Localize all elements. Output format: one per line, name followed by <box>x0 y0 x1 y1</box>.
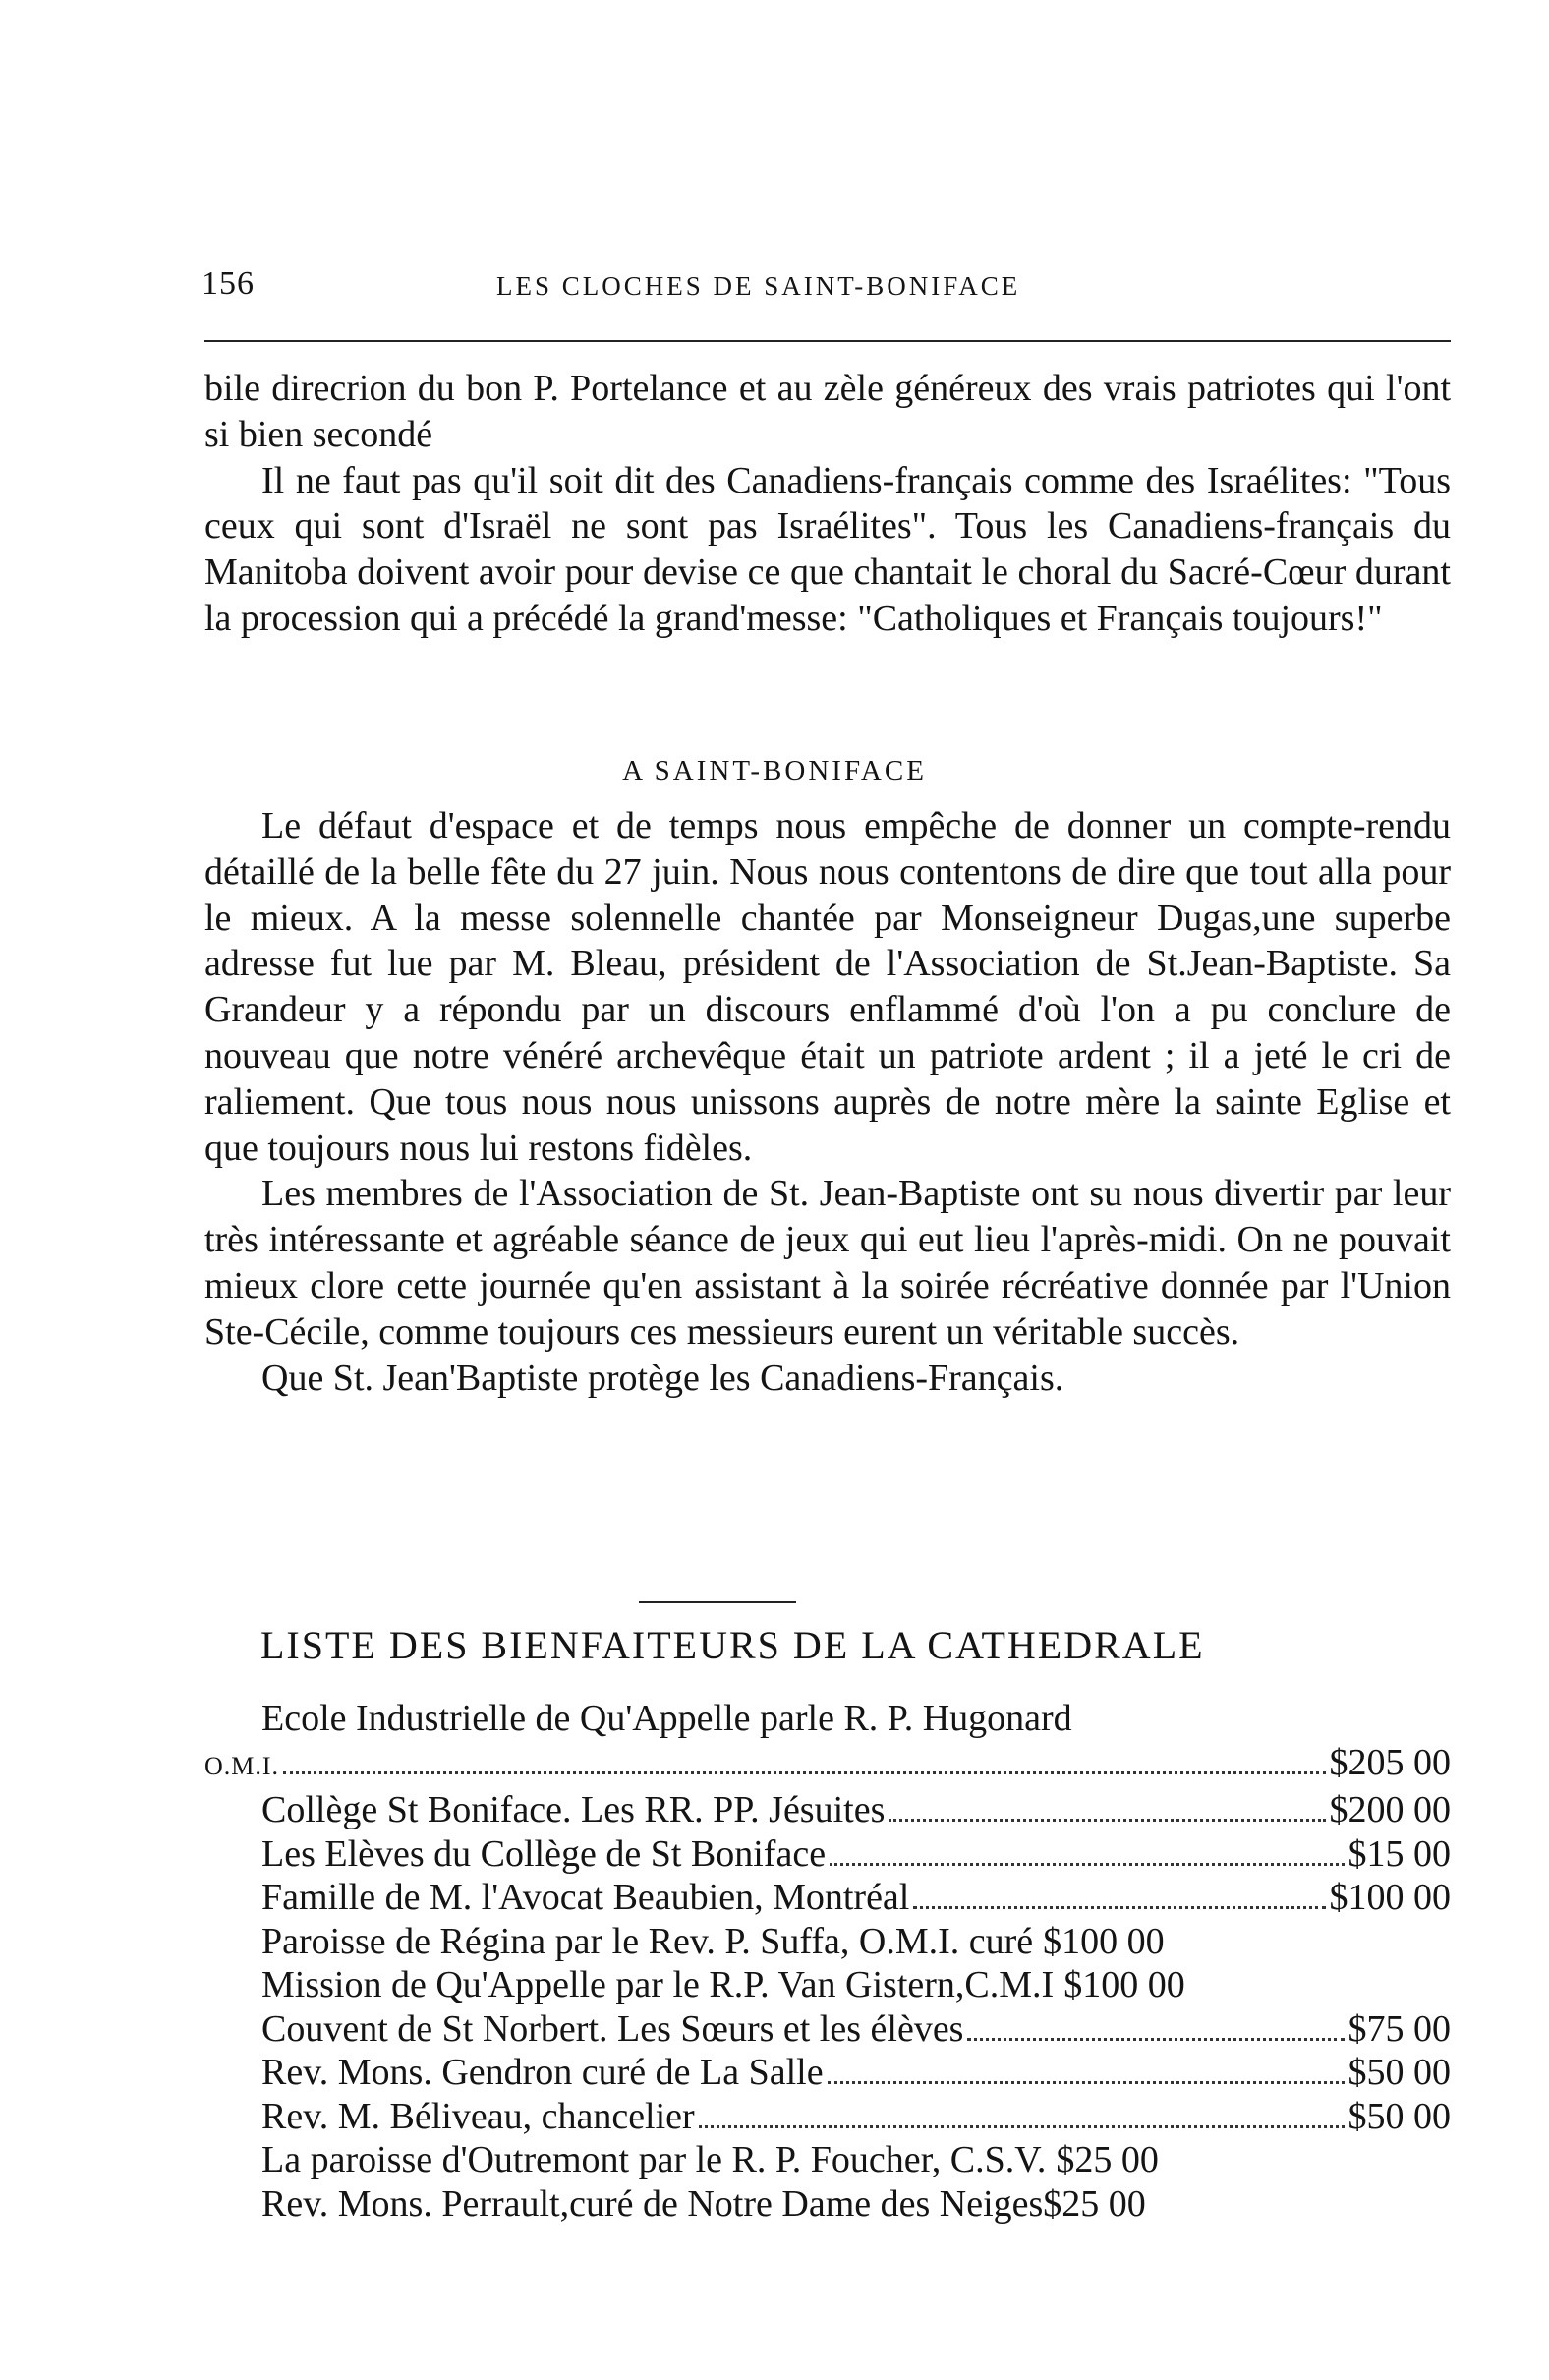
paragraph: Le défaut d'espace et de temps nous empêche de donner un compte-rendu détaillé de la belle fête du 27 juin. Nous nous contentons de dire que tout alla pour le mieux. A la messe solennelle chantée par Monseigneur Dugas,une superbe adresse fut lue par M. Bleau, président de l'Association de St.Jean-Baptiste. Sa Grandeur y a répondu par un discours enflammé d'où l'on a pu conclure de nouveau que notre vénéré archevêque était un patriote ardent ; il a jeté le cri de raliement. Que tous nous nous unissons auprès de notre mère la sainte Eglise et que toujours nous lui restons fidèles. <box>204 805 1451 1169</box>
section-heading: A SAINT-BONIFACE <box>622 755 927 786</box>
donor-amount: $205 00 <box>1329 1741 1451 1783</box>
donor-entry <box>204 2138 1451 2182</box>
paragraph: bile direcrion du bon P. Portelance et au zèle généreux des vrais patriotes qui l'ont si bien secondé <box>204 368 1451 455</box>
donor-amount: $200 00 <box>1329 1789 1451 1830</box>
paragraph: Il ne faut pas qu'il soit dit des Canadiens-français comme des Israélites: "Tous ceux qui sont d'Israël ne sont pas Israélites". Tous les Canadiens-français du Manitoba doivent avoir pour devise ce que chantait le choral du Sacré-Cœur durant la procession qui a précédé la grand'messe: "Catholiques et Français toujours!" <box>204 459 1451 639</box>
section-divider <box>639 1601 796 1603</box>
donor-name: Rev. Mons. Gendron curé de La Salle <box>261 2052 824 2093</box>
donor-name: Rev. Mons. Perrault,curé de Notre Dame des Neiges <box>261 2182 1044 2225</box>
donor-amount: $50 00 <box>1348 2095 1451 2137</box>
donor-amount: $100 00 <box>1063 1964 1185 2005</box>
leader-dots <box>967 2038 1344 2041</box>
section-body <box>204 803 1451 1401</box>
donor-name: La paroisse d'Outremont par le R. P. Foucher, C.S.V. <box>261 2139 1047 2180</box>
donor-amount: $100 00 <box>1043 1920 1165 1962</box>
donor-name: Collège St Boniface. Les RR. PP. Jésuites <box>261 1789 886 1830</box>
donor-name: Mission de Qu'Appelle par le R.P. Van Gistern,C.M.I <box>261 1964 1055 2005</box>
donor-amount: $15 00 <box>1348 1832 1451 1875</box>
leader-dots <box>889 1819 1325 1822</box>
leader-dots <box>283 1771 1325 1774</box>
donor-entry <box>204 1876 1451 1920</box>
donor-entry <box>204 1741 1451 1789</box>
donor-list-heading: LISTE DES BIENFAITEURS DE LA CATHEDRALE <box>260 1623 1205 1667</box>
donor-amount: $50 00 <box>1348 2052 1451 2093</box>
donor-intro: Ecole Industrielle de Qu'Appelle parle R. P. Hugonard <box>261 1698 1072 1739</box>
donor-name: Paroisse de Régina par le Rev. P. Suffa, O.M.I. curé <box>261 1920 1034 1962</box>
page-number: 156 <box>201 265 255 302</box>
donor-entry <box>204 2182 1451 2227</box>
donor-name: Rev. M. Béliveau, chancelier <box>261 2095 695 2137</box>
donor-entry <box>204 1788 1451 1832</box>
donor-name: O.M.I. <box>204 1751 280 1780</box>
donor-amount: $75 00 <box>1348 2007 1451 2050</box>
donor-entry <box>204 1963 1451 2007</box>
donor-name: Famille de M. l'Avocat Beaubien, Montréal <box>261 1877 910 1918</box>
leader-dots <box>828 2081 1345 2084</box>
donor-entry <box>204 2051 1451 2095</box>
body-text <box>204 366 1451 642</box>
leader-dots <box>913 1906 1325 1909</box>
running-title: LES CLOCHES DE SAINT-BONIFACE <box>496 271 1021 301</box>
donor-entry <box>204 2007 1451 2052</box>
paragraph: Les membres de l'Association de St. Jean-Baptiste ont su nous divertir par leur très intéressante et agréable séance de jeux qui eut lieu l'après-midi. On ne pouvait mieux clore cette journée qu'en assistant à la soirée récréative donnée par l'Union Ste-Cécile, comme toujours ces messieurs eurent un véritable succès. <box>204 1173 1451 1353</box>
donor-name: Couvent de St Norbert. Les Sœurs et les élèves <box>261 2007 964 2050</box>
leader-dots <box>830 1863 1344 1866</box>
donor-amount: $25 00 <box>1043 2182 1146 2225</box>
donor-entry <box>204 1832 1451 1877</box>
donor-entry <box>204 1920 1451 1964</box>
page-header <box>201 265 1450 315</box>
donor-amount: $25 00 <box>1056 2139 1159 2180</box>
donor-amount: $100 00 <box>1329 1877 1451 1918</box>
donor-list <box>204 1697 1451 2226</box>
paragraph: Que St. Jean'Baptiste protège les Canadiens-Français. <box>261 1357 1064 1399</box>
donor-name: Les Elèves du Collège de St Boniface <box>261 1832 827 1875</box>
leader-dots <box>699 2125 1345 2128</box>
header-rule <box>204 340 1451 342</box>
donor-entry <box>204 2095 1451 2139</box>
